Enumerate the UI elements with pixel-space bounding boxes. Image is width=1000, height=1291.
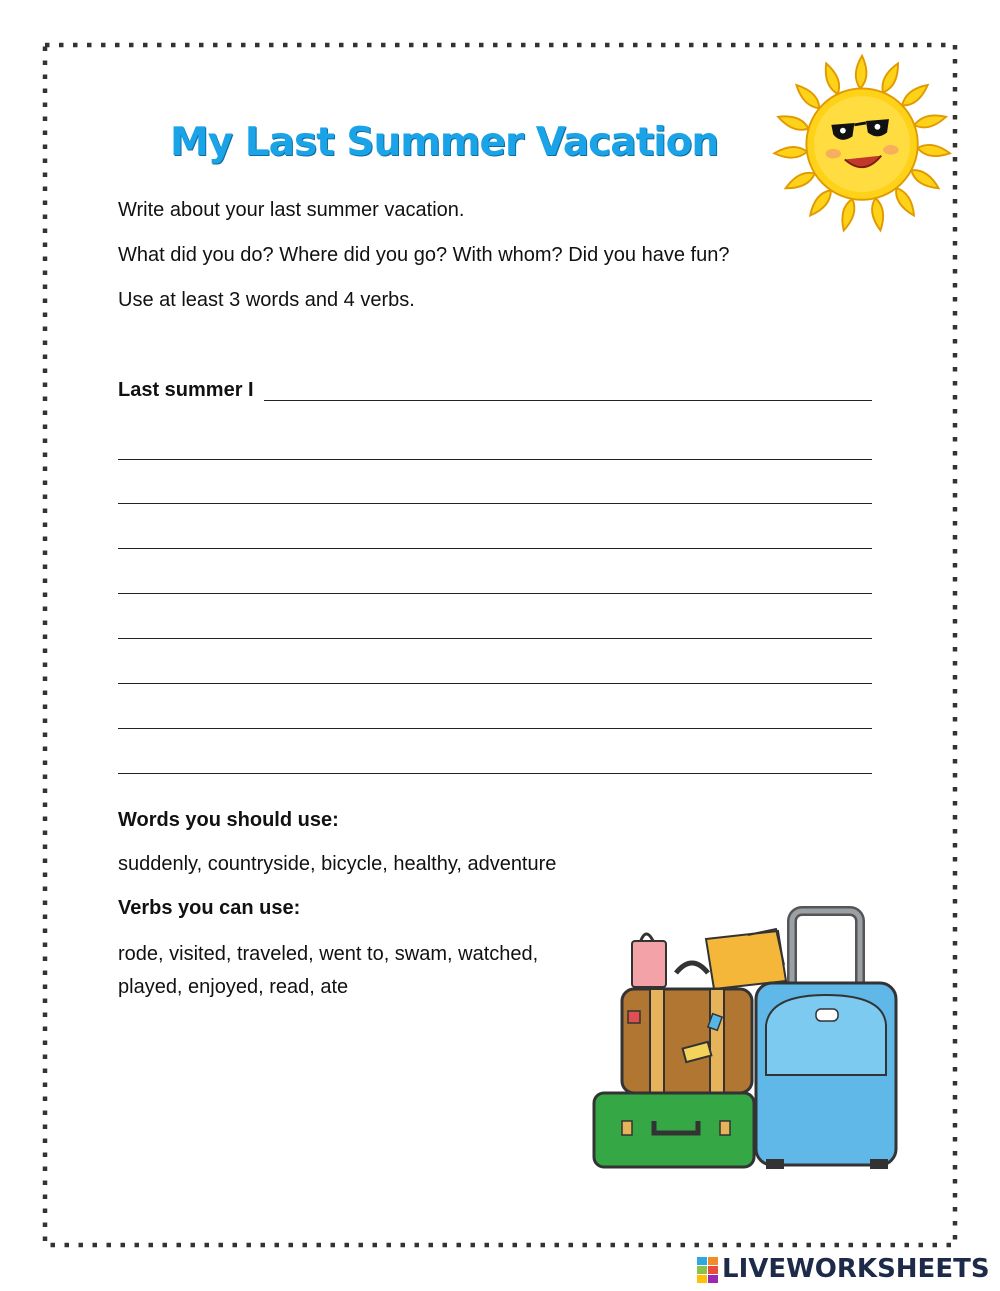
verbs-list-line-2: played, enjoyed, read, ate bbox=[118, 976, 349, 998]
words-heading: Words you should use: bbox=[118, 809, 339, 831]
verbs-heading: Verbs you can use: bbox=[118, 897, 301, 919]
answer-line-7[interactable] bbox=[118, 683, 872, 684]
answer-line-6[interactable] bbox=[118, 638, 872, 639]
worksheet-title: My Last Summer Vacation bbox=[170, 120, 719, 165]
yellow-bag-icon bbox=[706, 929, 786, 989]
liveworksheets-logo bbox=[696, 1254, 996, 1286]
answer-line-2[interactable] bbox=[118, 459, 872, 460]
answer-line-4[interactable] bbox=[118, 548, 872, 549]
verbs-list-line-1: rode, visited, traveled, went to, swam, watched, bbox=[118, 943, 539, 965]
answer-line-1[interactable] bbox=[264, 400, 872, 401]
prompt-start-label: Last summer I bbox=[118, 379, 254, 401]
sun-with-sunglasses-icon bbox=[768, 50, 960, 242]
green-suitcase-icon bbox=[594, 1093, 754, 1167]
instruction-line-3: Use at least 3 words and 4 verbs. bbox=[118, 289, 415, 311]
logo-text: LIVEWORKSHEETS bbox=[722, 1254, 990, 1284]
pink-bag-icon bbox=[632, 934, 666, 987]
logo-blocks-icon bbox=[696, 1256, 720, 1284]
instruction-line-1: Write about your last summer vacation. bbox=[118, 199, 465, 221]
answer-line-9[interactable] bbox=[118, 773, 872, 774]
suitcase-handle-icon bbox=[792, 911, 860, 991]
blue-suitcase-icon bbox=[756, 983, 896, 1169]
words-list: suddenly, countryside, bicycle, healthy, adventure bbox=[118, 853, 557, 875]
answer-line-3[interactable] bbox=[118, 503, 872, 504]
answer-line-5[interactable] bbox=[118, 593, 872, 594]
answer-line-8[interactable] bbox=[118, 728, 872, 729]
instruction-line-2: What did you do? Where did you go? With whom? Did you have fun? bbox=[118, 244, 730, 266]
luggage-pile-icon bbox=[588, 905, 903, 1175]
